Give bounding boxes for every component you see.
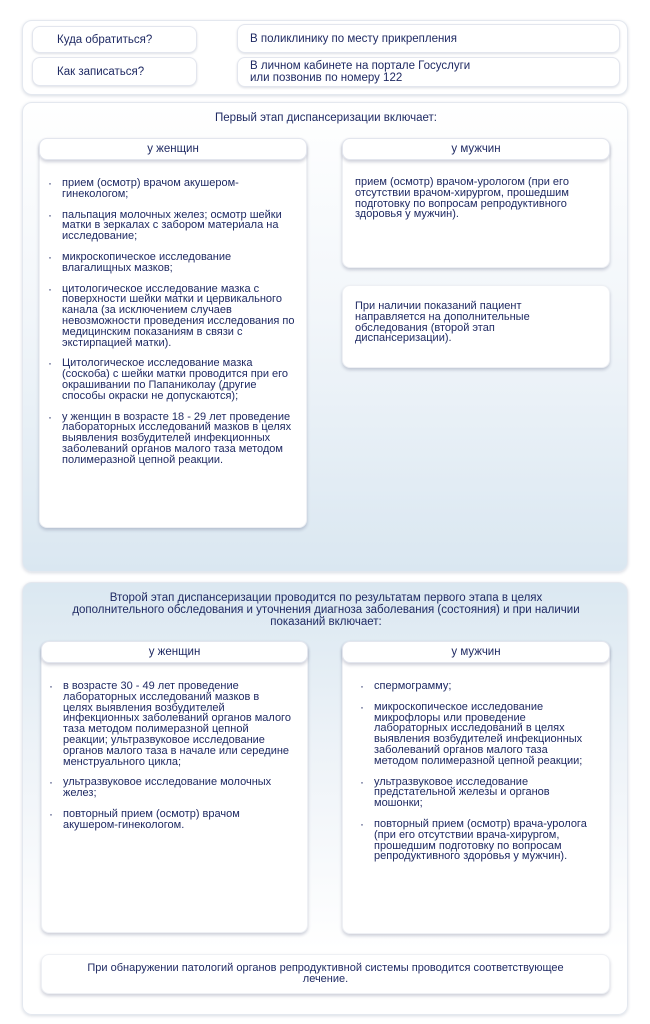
list-item: · спермограмму; [357, 681, 591, 692]
stage1-men-text: прием (осмотр) врачом-урологом (при его отсутствии врачом-хирургом, прошедшим подготовку по вопросам репродуктивного здоровья у мужчин). [355, 176, 569, 221]
stage1-panel [22, 102, 628, 572]
stage2-footer-text: При обнаружении патологий органов репродуктивной системы проводится соответствующее лечение. [87, 962, 564, 985]
list-item: · пальпация молочных желез; осмотр шейки матки в зеркалах с забором материала на исследование; [45, 210, 295, 242]
stage1-note-text: При наличии показаний пациент направляется на дополнительные обследования (второй этап диспансеризации). [355, 300, 530, 345]
stage1-women-header [39, 138, 307, 160]
list-item: · повторный прием (осмотр) врачом акушером-гинекологом. [46, 809, 291, 831]
stage1-women-list [45, 178, 295, 476]
question-how [32, 57, 197, 86]
list-item: · у женщин в возрасте 18 - 29 лет проведение лабораторных исследований мазков в целях выявления возбудителей инфекционных заболеваний органов малого таза методом полимеразной цепной реакции. [45, 412, 295, 466]
list-item: · в возрасте 30 - 49 лет проведение лабораторных исследований мазков в целях выявления возбудителей инфекционных заболеваний органов малого таза методом полимеразной цепной реакции; ультразвуковое исследование органов малого таза в начале или середине менструального цикла; [46, 681, 291, 767]
stage1-title: Первый этап диспансеризации включает: [215, 112, 437, 124]
answer-how-text: В личном кабинете на портале Госуслуги или позвонив по номеру 122 [250, 60, 471, 84]
list-item: · цитологическое исследование мазка с поверхности шейки матки и цервикального канала (за исключением случаев невозможности проведения исследования по медицинским показаниям в связи с экстирпацией матки). [45, 284, 295, 349]
stage1-men-header [342, 138, 610, 160]
stage2-footer-card [41, 954, 610, 994]
answer-where [237, 24, 620, 53]
stage2-panel [22, 582, 628, 1015]
stage2-women-header [41, 641, 308, 663]
question-where [32, 26, 197, 53]
list-item: · ультразвуковое исследование молочных желез; [46, 777, 291, 799]
question-how-label: Как записаться? [57, 65, 145, 78]
list-item: · повторный прием (осмотр) врача-уролога (при его отсутствии врача-хирургом, прошедшим подготовку по вопросам репродуктивного здоровья у мужчин). [357, 819, 591, 862]
stage2-title: Второй этап диспансеризации проводится по результатам первого этапа в целях дополнительного обследования и уточнения диагноза заболевания (состояния) и при наличии показаний включает: [72, 592, 580, 628]
stage2-men-label: у мужчин [451, 646, 501, 658]
list-item: · прием (осмотр) врачом акушером-гинекологом; [45, 178, 295, 200]
info-panel [22, 20, 628, 95]
stage2-women-label: у женщин [148, 646, 201, 658]
list-item: · микроскопическое исследование влагалищных мазков; [45, 252, 295, 274]
list-item: · ультразвуковое исследование предстательной железы и органов мошонки; [357, 777, 591, 809]
stage2-men-header [342, 641, 610, 663]
answer-where-text: В поликлинику по месту прикрепления [250, 32, 457, 45]
stage2-men-list [357, 681, 591, 872]
stage1-men-label: у мужчин [451, 143, 501, 155]
list-item: · микроскопическое исследование микрофлоры или проведение лабораторных исследований в целях выявления возбудителей инфекционных заболеваний органов малого таза методом полимеразной цепной реакции; [357, 702, 591, 767]
answer-how [237, 57, 620, 87]
list-item: · Цитологическое исследование мазка (соскоба) с шейки матки проводится при его окрашивании по Папаниколау (другие способы окраски не допускаются); [45, 358, 295, 401]
stage1-women-label: у женщин [147, 143, 199, 155]
question-where-label: Куда обратиться? [57, 33, 153, 46]
stage2-women-list [46, 681, 291, 841]
